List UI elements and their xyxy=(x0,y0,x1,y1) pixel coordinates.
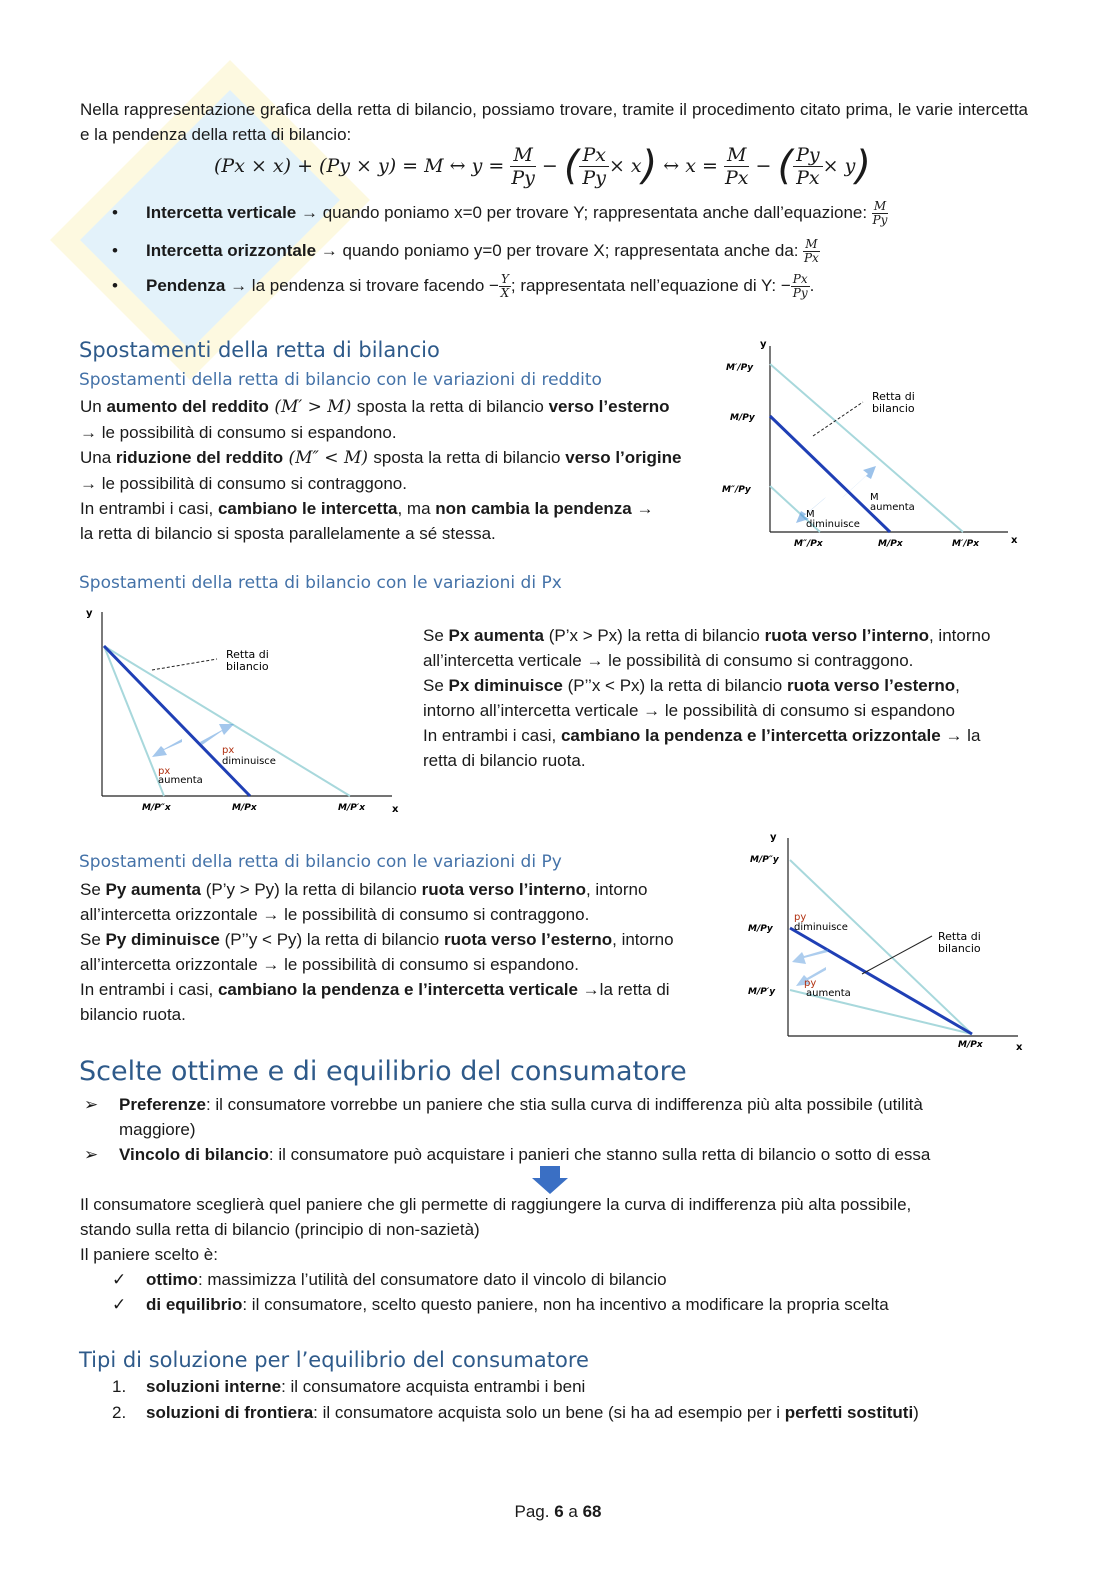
line-m-prime xyxy=(770,364,963,532)
interior-solutions-item: 1. soluzioni interne: il consumatore acquista entrambi i beni xyxy=(112,1374,585,1399)
equation-iff-2: ↔ xyxy=(663,155,680,177)
y-axis-label: y xyxy=(770,832,777,843)
fraction-m-py: $\frac{M}{Py}$ xyxy=(511,144,535,189)
income-paragraph: Un aumento del reddito (M′ > M) sposta la retta di bilancio verso l’esterno → le possibilità di consumo si espandono. Una riduzione del reddito (M″ < M) sposta la retta di bilancio verso l’origine → le possibilità di consumo si contraggono. In entrambi i casi, cambiano le intercetta, ma non cambia la pendenza → la retta di bilancio si sposta parallelamente a sé stessa. xyxy=(80,397,682,543)
chart-income-shift xyxy=(718,336,1028,552)
paren-close: ) xyxy=(641,143,658,189)
subsection-title-income: Spostamenti della retta di bilancio con le variazioni di reddito xyxy=(79,370,602,390)
times-x: × x xyxy=(608,155,642,177)
fraction-2: $\frac{Px}{Py}$ xyxy=(792,272,808,301)
tick-x3: M/P′x xyxy=(338,803,366,813)
paren-close-2: ) xyxy=(855,143,871,189)
check-icon: ✓ xyxy=(112,1270,127,1289)
x-axis-label: x xyxy=(392,804,399,815)
subsection-title-px: Spostamenti della retta di bilancio con le variazioni di Px xyxy=(79,573,562,593)
minus-2: − xyxy=(755,155,772,177)
bullet-text: → la pendenza si trovare facendo − xyxy=(225,276,499,295)
bullet-text: → quando poniamo x=0 per trovare Y; rappresentata anche dall’equazione: xyxy=(296,203,872,222)
fraction: $\frac{M}{Py}$ xyxy=(872,199,888,228)
optimal-item: ✓ ottimo: massimizza l’utilità del consumatore dato il vincolo di bilancio xyxy=(112,1267,667,1292)
y-axis-label: y xyxy=(760,339,767,350)
label-m-aumenta: M xyxy=(870,492,879,503)
fraction: $\frac{M}{Px}$ xyxy=(803,237,819,266)
arrow-aumenta xyxy=(152,739,182,757)
page-total: 68 xyxy=(582,1502,602,1521)
label-diminuisce: diminuisce xyxy=(794,922,848,933)
bullet-bold: Intercetta orizzontale xyxy=(146,241,317,260)
bullet-text-mid: ; rappresentata nell’equazione di Y: − xyxy=(510,276,791,295)
list-number: 1. xyxy=(112,1377,127,1396)
minus: − xyxy=(541,155,558,177)
bullet-dot: • xyxy=(112,203,118,222)
choice-paragraph: Il consumatore sceglierà quel paniere che gli permette di raggiungere la curva di indifferenza più alta possibile, stando sulla retta di bilancio (principio di non-sazietà) Il paniere scelto è: xyxy=(80,1195,912,1264)
preferences-item: ➢ Preferenze: il consumatore vorrebbe un paniere che stia sulla curva di indifferenza più alta possibile (utilità maggiore) xyxy=(84,1092,1028,1142)
bullet-bold: Pendenza xyxy=(146,276,226,295)
bullet-bold: Intercetta verticale xyxy=(146,203,297,222)
chart-py-shift xyxy=(746,830,1036,1056)
label-retta: Retta di xyxy=(938,930,981,943)
pointer-line xyxy=(862,936,932,974)
tick-y3: M/P′y xyxy=(748,987,776,997)
equation-iff: ↔ xyxy=(449,155,466,177)
fraction-px-py: $\frac{Px}{Py}$ xyxy=(579,144,609,189)
tick-y1: M′/Py xyxy=(726,363,754,373)
label-bilancio: bilancio xyxy=(872,402,915,415)
pointer-line xyxy=(152,659,217,670)
equilibrium-item: ✓ di equilibrio: il consumatore, scelto questo paniere, non ha incentivo a modificare la propria scelta xyxy=(112,1292,889,1317)
paren-open: ( xyxy=(563,143,580,189)
chart-px-shift xyxy=(82,602,408,816)
tick-y2: M/Py xyxy=(748,924,773,934)
px-paragraph: Se Px aumenta (P’x > Px) la retta di bilancio ruota verso l’interno, intorno all’intercetta verticale → le possibilità di consumo si contraggono. Se Px diminuisce (P’’x < Px) la retta di bilancio ruota verso l’esterno, intorno all’intercetta verticale → le possibilità di consumo si espandono In entrambi i casi, cambiano la pendenza e l’intercetta orizzontale → la retta di bilancio ruota. xyxy=(423,626,991,770)
x-axis-label: x xyxy=(1016,1042,1023,1053)
arrow-bullet-icon: ➢ xyxy=(84,1145,99,1164)
budget-constraint-item: ➢ Vincolo di bilancio: il consumatore può acquistare i panieri che stanno sulla retta di bilancio o sotto di essa xyxy=(84,1142,1028,1167)
label-diminuisce: diminuisce xyxy=(222,756,276,767)
label-bilancio: bilancio xyxy=(938,942,981,955)
tick-x3: M′/Px xyxy=(952,539,980,549)
label-m-dim: M xyxy=(806,509,815,520)
budget-equation xyxy=(214,144,914,200)
label-py-dim: py xyxy=(794,912,807,923)
tick-x1: M″/Px xyxy=(794,539,823,549)
label-retta: Retta di xyxy=(226,648,269,661)
bullet-tail: . xyxy=(809,276,815,295)
label-py-aum: py xyxy=(804,978,817,989)
check-icon: ✓ xyxy=(112,1295,127,1314)
label-aumenta: aumenta xyxy=(806,988,851,999)
corner-solutions-item: 2. soluzioni di frontiera: il consumatore acquista solo un bene (si ha ad esempio per i perfetti sostituti) xyxy=(112,1400,919,1425)
label-aumenta: aumenta xyxy=(870,502,915,513)
tick-x2: M/Px xyxy=(232,803,257,813)
list-number: 2. xyxy=(112,1403,127,1422)
label-diminuisce: diminuisce xyxy=(806,519,860,530)
py-paragraph: Se Py aumenta (P’y > Py) la retta di bilancio ruota verso l’interno, intorno all’intercetta orizzontale → le possibilità di consumo si contraggono. Se Py diminuisce (P’’y < Py) la retta di bilancio ruota verso l’esterno, intorno all’intercetta orizzontale → le possibilità di consumo si espandono. In entrambi i casi, cambiano la pendenza e l’intercetta verticale →la retta di bilancio ruota. xyxy=(80,880,674,1024)
fraction-m-px: $\frac{M}{Px}$ xyxy=(724,144,749,189)
tick-y1: M/P″y xyxy=(750,855,779,865)
bullet-dot: • xyxy=(112,276,118,295)
arrow-diminuisce xyxy=(200,724,234,745)
label-bilancio: bilancio xyxy=(226,660,269,673)
section-title-optimal-choice: Scelte ottime e di equilibrio del consumatore xyxy=(79,1056,687,1087)
line-px-increase xyxy=(104,646,164,796)
section-title-shifts: Spostamenti della retta di bilancio xyxy=(79,338,440,362)
equation-y: y = xyxy=(471,155,505,177)
intro-paragraph: Nella rappresentazione grafica della retta di bilancio, possiamo trovare, tramite il procedimento citato prima, le varie intercetta e la pendenza della retta di bilancio: xyxy=(80,100,1028,144)
times-y: × y xyxy=(822,155,856,177)
tick-x1: M/P″x xyxy=(142,803,171,813)
label-retta: Retta di xyxy=(872,390,915,403)
fraction: $\frac{Y}{X}$ xyxy=(500,272,510,301)
page-number: 6 xyxy=(554,1502,564,1521)
bullet-dot: • xyxy=(112,241,118,260)
y-axis-label: y xyxy=(86,608,93,619)
subsection-title-py: Spostamenti della retta di bilancio con le variazioni di Py xyxy=(79,852,562,872)
label-px-dim: px xyxy=(222,745,235,756)
arrow-diminuisce xyxy=(792,949,828,964)
paren-open-2: ( xyxy=(777,143,794,189)
equation-x: x = xyxy=(685,155,718,177)
tick-x2: M/Px xyxy=(878,539,903,549)
x-axis-label: x xyxy=(1011,535,1018,546)
page-footer: Pag. 6 a 68 xyxy=(514,1502,602,1521)
label-px-aum: px xyxy=(158,766,171,777)
fraction-py-px: $\frac{Py}{Px}$ xyxy=(793,144,823,189)
tick-y2: M/Py xyxy=(730,413,755,423)
equation-lhs: (Px × x) + (Py × y) = M xyxy=(214,155,444,177)
section-title-solution-types: Tipi di soluzione per l’equilibrio del consumatore xyxy=(79,1348,589,1372)
arrow-bullet-icon: ➢ xyxy=(84,1095,99,1114)
bullet-text: → quando poniamo y=0 per trovare X; rappresentata anche da: xyxy=(316,241,804,260)
label-aumenta: aumenta xyxy=(158,775,203,786)
tick-y3: M″/Py xyxy=(722,485,751,495)
tick-x1: M/Px xyxy=(958,1040,983,1050)
